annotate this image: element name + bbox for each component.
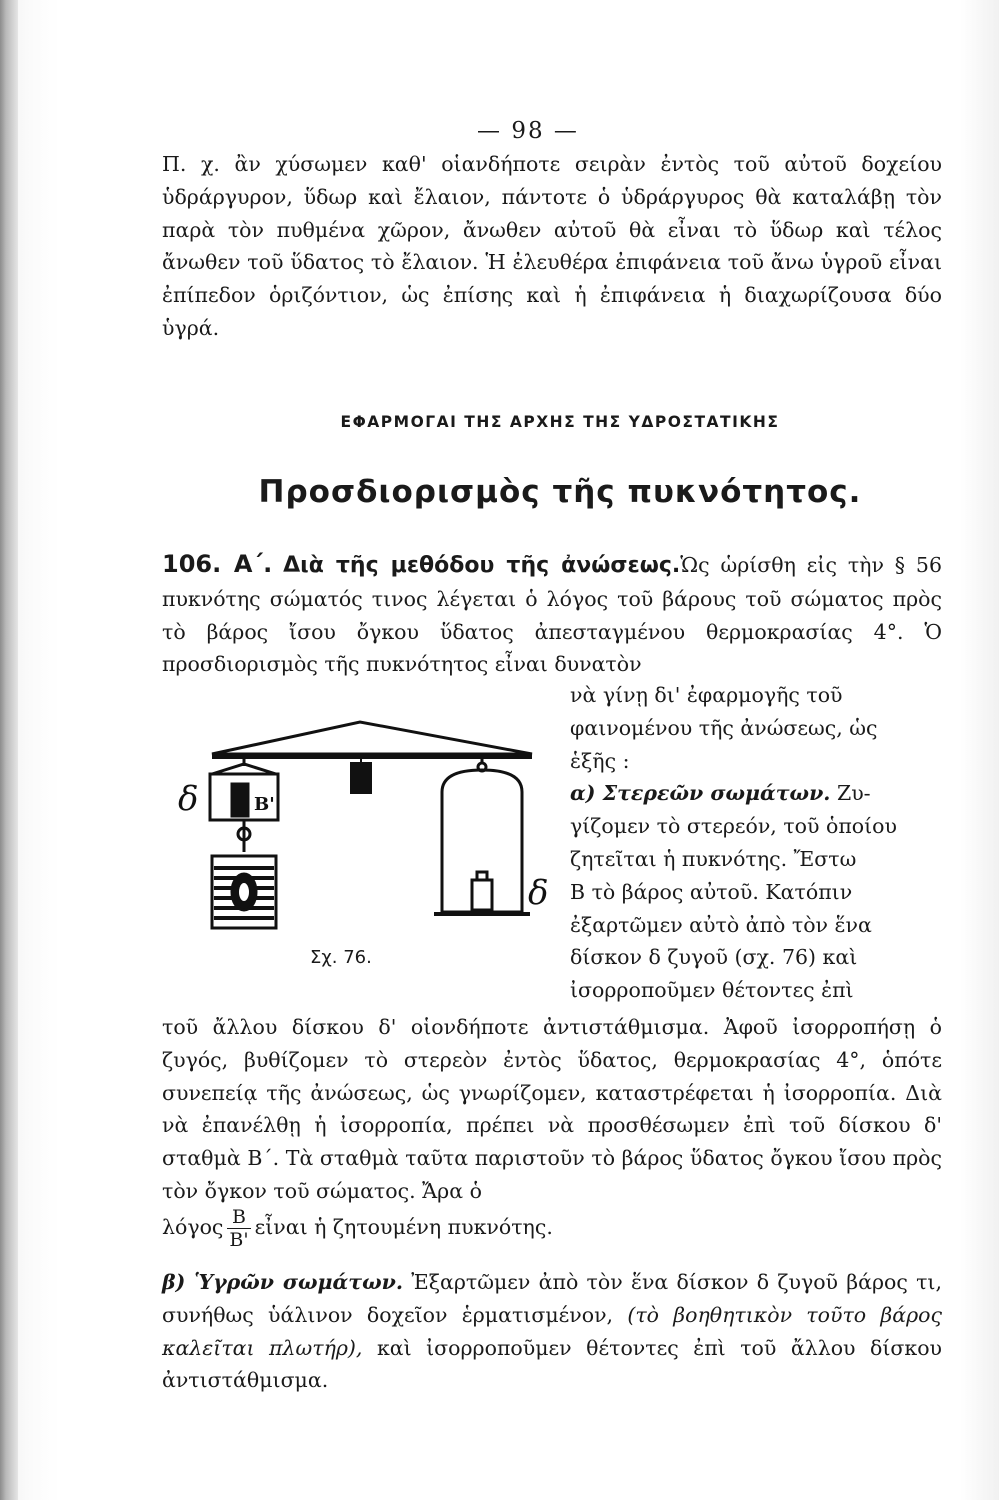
subheading-tail: Ζυ-: [836, 781, 871, 806]
paragraph-number: 106. Α΄.: [162, 550, 273, 578]
paragraph-heading: Διὰ τῆς μεθόδου τῆς ἀνώσεως.: [283, 553, 681, 578]
right-column-text: [570, 679, 938, 1007]
paragraph-italic: (τὸ βοηθητικὸν τοῦτο βάρος καλεῖται πλωτήρ),: [162, 1302, 942, 1360]
formula-prefix: λόγος: [162, 1215, 224, 1239]
fraction: [227, 1206, 250, 1251]
formula-suffix: εἶναι ἡ ζητουμένη πυκνότης.: [254, 1215, 553, 1239]
water-beaker: [212, 856, 276, 928]
text-line: γίζομεν τὸ στερεόν, τοῦ ὁποίου: [570, 814, 897, 839]
page-title: Προσδιορισμὸς τῆς πυκνότητος.: [258, 474, 862, 510]
text-line: δίσκον δ ζυγοῦ (σχ. 76) καὶ: [570, 945, 858, 970]
text-line: ἰσορροποῦμεν θέτοντες ἐπὶ: [570, 978, 854, 1003]
fraction-numerator: Β: [227, 1206, 250, 1229]
continuation-paragraph: τοῦ ἄλλου δίσκου δ' οἱονδήποτε ἀντιστάθμισμα. Ἀφοῦ ἰσορροπήσῃ ὁ ζυγός, βυθίζομεν τὸ στερεὸν ἐντὸς ὕδατος, θερμοκρασίας 4°, ὁπότε συνεπείᾳ τῆς ἀνώσεως, ὡς γνωρίζομεν, καταστρέφεται ἡ ἰσορροπία. Διὰ νὰ ἐπανέλθῃ ἡ ἰσορροπία, πρέπει νὰ προσθέσωμεν ἐπὶ τοῦ δίσκου δ' σταθμὰ Β΄. Τὰ σταθμὰ ταῦτα παριστοῦν τὸ βάρος ὕδατος ὄγκου ἴσου πρὸς τὸν ὄγκον τοῦ σώματος. Ἄρα ὁ: [162, 1015, 942, 1203]
pan-label-right: δ: [528, 873, 549, 913]
balance-beam: [212, 722, 532, 756]
paragraph-text-end: καὶ ἰσορροποῦμεν θέτοντες ἐπὶ τοῦ ἄλλου δίσκου ἀντιστάθμισμα.: [162, 1335, 942, 1393]
subheading-line: [570, 777, 938, 810]
text-line: φαινομένου τῆς ἀνώσεως, ὡς: [570, 715, 878, 740]
text-line: νὰ γίνῃ δι' ἐφαρμογῆς τοῦ: [570, 683, 843, 707]
paragraph-text: Ἐξαρτῶμεν ἀπὸ τὸν ἕνα δίσκον δ ζυγοῦ βάρος τι, συνήθως ὑάλινον δοχεῖον ἑρματισμένον,: [162, 1270, 942, 1327]
pan-label-left: δ: [178, 779, 199, 819]
text-line: ζητεῖται ἡ πυκνότης. Ἔστω: [570, 846, 857, 871]
paragraph-liquids: [162, 1266, 942, 1397]
balance-figure: [172, 712, 552, 982]
weight-label: Β': [254, 794, 275, 815]
section-heading: ΕΦΑΡΜΟΓΑΙ ΤΗΣ ΑΡΧΗΣ ΤΗΣ ΥΔΡΟΣΤΑΤΙΚΗΣ: [340, 413, 780, 431]
text-line: ἐξαρτῶμεν αὐτὸ ἀπὸ τὸν ἕνα: [570, 912, 872, 937]
fraction-denominator: Β': [229, 1229, 249, 1251]
intro-paragraph: Π. χ. ἂν χύσωμεν καθ' οἱανδήποτε σειρὰν ἐντὸς τοῦ αὐτοῦ δοχείου ὑδράργυρον, ὕδωρ καὶ ἔλαιον, πάντοτε ὁ ὑδράργυρος θὰ καταλάβῃ τὸν παρὰ τὸν πυθμένα χῶρον, ἄνωθεν αὐτοῦ θὰ εἶναι τὸ ὕδωρ καὶ τέλος ἄνωθεν τοῦ ὕδατος τὸ ἔλαιον. Ἡ ἐλευθέρα ἐπιφάνεια τοῦ ἄνω ὑγροῦ εἶναι ἐπίπεδον ὁριζόντιον, ὡς ἐπίσης καὶ ἡ ἐπιφάνεια ἡ διαχωρίζουσα δύο ὑγρά.: [162, 152, 942, 340]
counter-weight-icon: [350, 756, 372, 794]
text-line: ἑξῆς :: [570, 748, 630, 773]
figure-caption: Σχ. 76.: [310, 947, 372, 968]
text-line: Β τὸ βάρος αὐτοῦ. Κατόπιν: [570, 879, 853, 904]
paragraph-text: Ὡς ὡρίσθη εἰς τὴν § 56 πυκνότης σώματός τινος λέγεται ὁ λόγος τοῦ βάρους τοῦ σώματος πρὸς τὸ βάρος ἴσου ὄγκου ὕδατος ἀπεσταγμένου θερμοκρασίας 4°. Ὁ προσδιορισμὸς τῆς πυκνότητος εἶναι δυνατὸν: [162, 553, 942, 677]
book-spine-shadow: [0, 0, 18, 1500]
paragraph-106: [162, 548, 942, 681]
page-number: — 98 —: [477, 118, 579, 144]
subheading-liquids: β) Ὑγρῶν σωμάτων.: [162, 1270, 403, 1294]
density-formula: [162, 1206, 553, 1251]
right-bell-jar: [434, 756, 530, 914]
subheading-solids: α) Στερεῶν σωμάτων.: [570, 781, 831, 806]
